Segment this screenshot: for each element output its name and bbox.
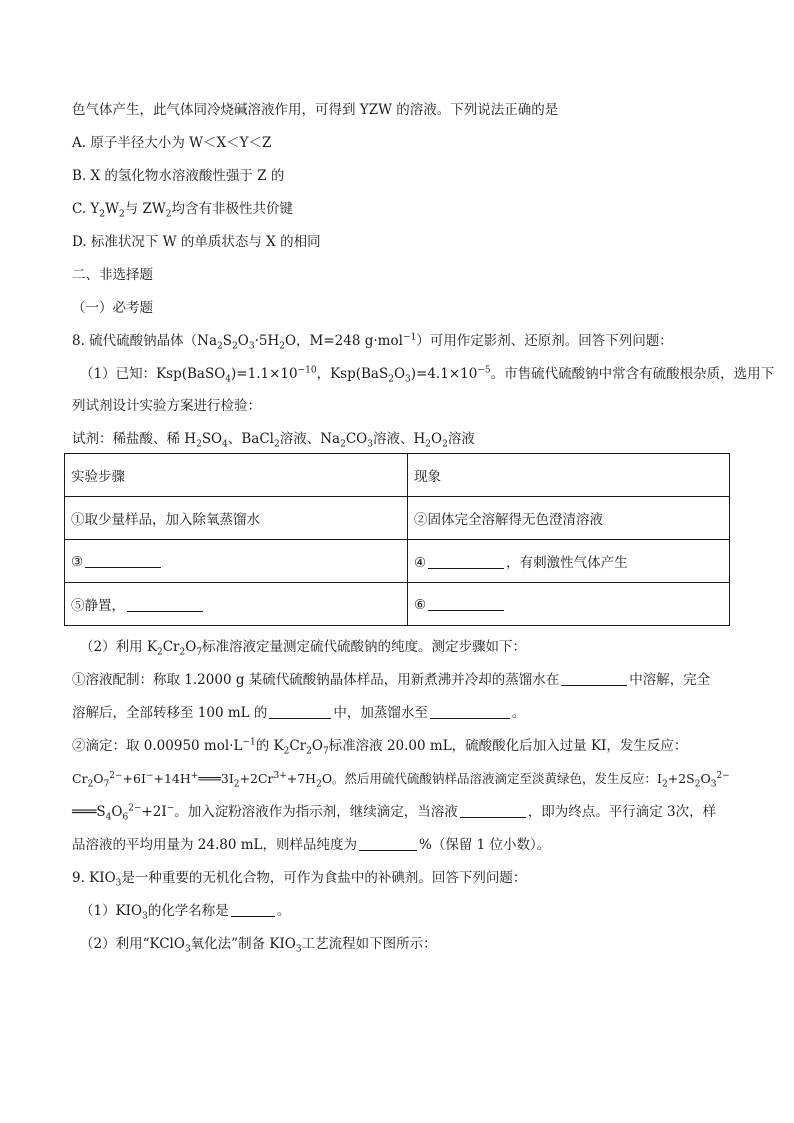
text-line: ①溶液配制：称取 1.2000 g 某硫代硫酸钠晶体样品，用新煮沸并冷却的蒸馏水在 中溶解，完全 [72, 672, 711, 688]
table-cell: 实验步骤 [65, 454, 408, 497]
table-cell: ②固体完全溶解得无色澄清溶液 [408, 497, 730, 540]
equation-line: $═══S_4O_6^{2-}+2I^-$。加入淀粉溶液作为指示剂，继续滴定，当溶液 ，即为终点。平行滴定 3次，样 [72, 803, 717, 823]
text-line: 列试剂设计实验方案进行检验： [72, 398, 261, 414]
answer-blank[interactable] [127, 597, 203, 612]
table-row [65, 497, 730, 540]
answer-blank[interactable] [428, 596, 504, 611]
answer-blank[interactable] [428, 554, 504, 569]
question-9: 9. $KIO_3$是一种重要的无机化合物，可作为食盐中的补碘剂。回答下列问题： [72, 870, 527, 889]
answer-blank[interactable] [359, 836, 417, 851]
table-cell: 现象 [408, 454, 730, 497]
option-c: C. $Y_2W_2$与 $ZW_2$均含有非极性共价键 [72, 201, 293, 220]
section-heading: 二、非选择题 [72, 267, 153, 283]
table-row [65, 583, 730, 626]
text-line: 色气体产生，此气体同冷烧碱溶液作用，可得到 YZW 的溶液。下列说法正确的是 [72, 102, 559, 118]
option-a: A. 原子半径大小为 W＜X＜Y＜Z [72, 135, 272, 151]
text-line: 溶解后，全部转移至 100 mL 的 中，加蒸馏水至 。 [72, 705, 526, 721]
option-b: B. X 的氢化物水溶液酸性强于 Z 的 [72, 168, 285, 184]
table-cell: ④ ，有刺激性气体产生 [408, 540, 730, 583]
question-8-part-1: （1）已知：$Ksp(BaSO_4)=1.1\times 10^{-10}$，$Ksp(BaS_2O_3)=4.1\times 10^{-5}$。市售硫代硫酸钠中常含有硫酸根杂质，选用下 [80, 365, 775, 385]
question-8: 8. 硫代硫酸钠晶体（$Na_2S_2O_3\cdot 5H_2O$，M=248 g·mol$^{-1}$）可用作定影剂、还原剂。回答下列问题： [72, 332, 673, 352]
answer-blank[interactable] [269, 704, 331, 719]
answer-blank[interactable] [231, 902, 275, 917]
table-cell: ①取少量样品，加入除氧蒸馏水 [65, 497, 408, 540]
table-row [65, 540, 730, 583]
experiment-table [64, 453, 730, 626]
text-line: ②滴定：取 0.00950 $mol\cdot L^{-1}$的 $K_2Cr_2O_7$标准溶液 20.00 mL，硫酸酸化后加入过量 KI，发生反应： [72, 737, 688, 757]
table-cell: ⑥ [408, 583, 730, 626]
table-cell: ⑤静置， [65, 583, 408, 626]
question-9-part-2: （2）利用“KClO$_3$氧化法”制备 $KIO_3$工艺流程如下图所示： [80, 936, 437, 955]
reagents-line: 试剂：稀盐酸、稀 $H_2SO_4$、BaCl$_2$溶液、$Na_2CO_3$溶液、$H_2O_2$溶液 [72, 431, 475, 450]
equation-line: $Cr_2O_7^{2-}+6I^-+14H^+═══3I_2+2Cr^{3+}+7H_2O$。然后用硫代硫酸钠样品溶液滴定至淡黄绿色，发生反应：$I_2+2S_2O_3^{2-}$ [72, 770, 730, 790]
table-row [65, 454, 730, 497]
text-line: 品溶液的平均用量为 24.80 mL，则样品纯度为 %（保留 1 位小数）。 [72, 837, 551, 853]
question-9-part-1: $(1)KIO_3$的化学名称是 。 [80, 903, 291, 922]
option-d: D. 标准状况下 W 的单质状态与 X 的相同 [72, 234, 321, 250]
answer-blank[interactable] [85, 553, 161, 568]
table-cell: ③ [65, 540, 408, 583]
question-8-part-2: （2）利用 $K_2Cr_2O_7$标准溶液定量测定硫代硫酸钠的纯度。测定步骤如下： [80, 639, 527, 658]
subsection-heading: （一）必考题 [72, 300, 153, 316]
answer-blank[interactable] [460, 803, 526, 818]
answer-blank[interactable] [430, 704, 510, 719]
answer-blank[interactable] [561, 671, 627, 686]
